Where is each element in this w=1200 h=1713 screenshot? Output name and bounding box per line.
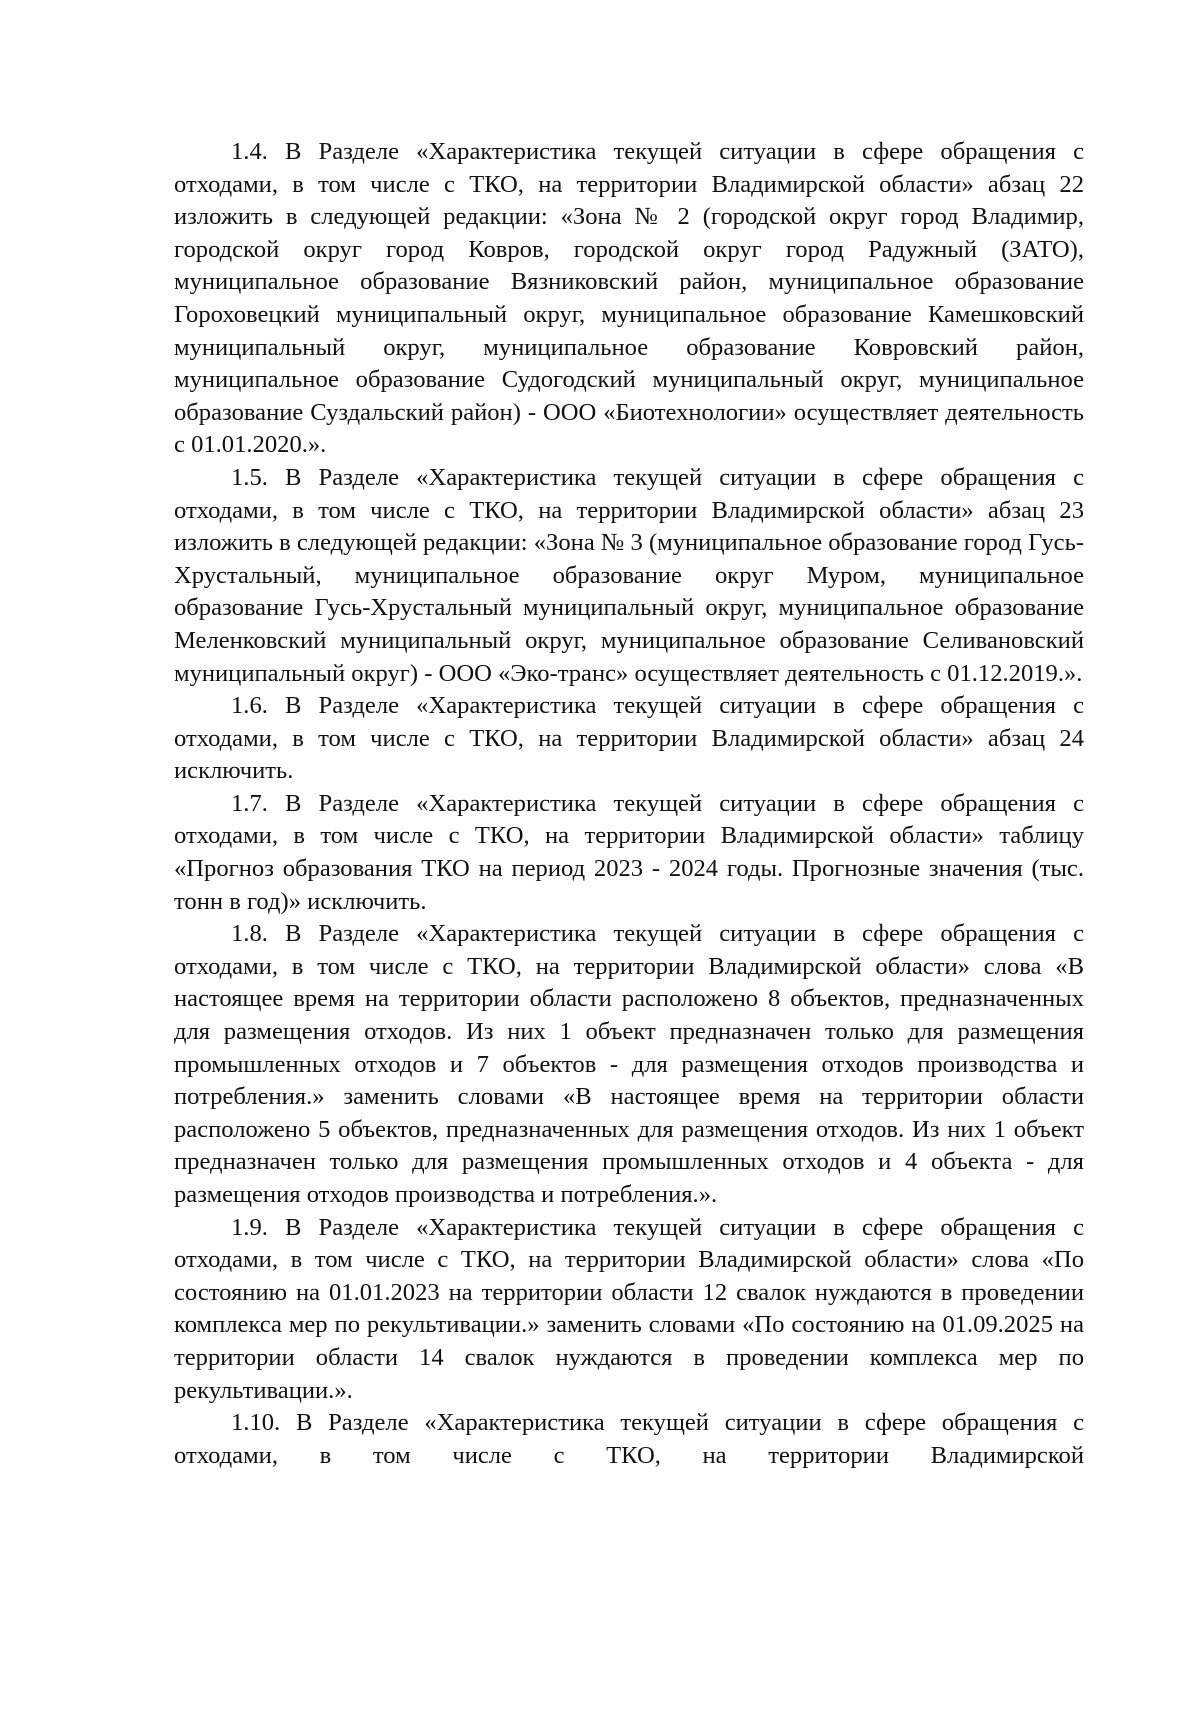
paragraph-1-4: 1.4. В Разделе «Характеристика текущей ситуации в сфере обращения с отходами, в том числе с ТКО, на территории Владимирской области» абзац 22 изложить в следующей редакции: «Зона № 2 (городской округ город Владимир, городской округ город Ковров, городской округ город Радужный (ЗАТО), муниципальное образование Вязниковский район, муниципальное образование Гороховецкий муниципальный округ, муниципальное образование Камешковский муниципальный округ, муниципальное образование Ковровский район, муниципальное образование Судогодский муниципальный округ, муниципальное образование Суздальский район) - ООО «Биотехнологии» осуществляет деятельность с 01.01.2020.». — [174, 138, 1084, 459]
paragraph-1-5: 1.5. В Разделе «Характеристика текущей ситуации в сфере обращения с отходами, в том числе с ТКО, на территории Владимирской области» абзац 23 изложить в следующей редакции: «Зона № 3 (муниципальное образование город Гусь-Хрустальный, муниципальное образование округ Муром, муниципальное образование Гусь-Хрустальный муниципальный округ, муниципальное образование Меленковский муниципальный округ, муниципальное образование Селивановский муниципальный округ) - ООО «Эко-транс» осуществляет деятельность с 01.12.2019.». — [174, 463, 1084, 687]
paragraph-1-6: 1.6. В Разделе «Характеристика текущей ситуации в сфере обращения с отходами, в том числе с ТКО, на территории Владимирской области» абзац 24 исключить. — [174, 692, 1084, 785]
paragraph-1-7: 1.7. В Разделе «Характеристика текущей ситуации в сфере обращения с отходами, в том числе с ТКО, на территории Владимирской области» таблицу «Прогноз образования ТКО на период 2023 - 2024 годы. Прогнозные значения (тыс. тонн в год)» исключить. — [174, 789, 1084, 915]
paragraph-1-9: 1.9. В Разделе «Характеристика текущей ситуации в сфере обращения с отходами, в том числе с ТКО, на территории Владимирской области» слова «По состоянию на 01.01.2023 на территории области 12 свалок нуждаются в проведении комплекса мер по рекультивации.» заменить словами «По состоянию на 01.09.2025 на территории области 14 свалок нуждаются в проведении комплекса мер по рекультивации.». — [174, 1213, 1084, 1404]
document-body — [174, 136, 1084, 1472]
paragraph-1-10: 1.10. В Разделе «Характеристика текущей ситуации в сфере обращения с отходами, в том числе с ТКО, на территории Владимирской — [174, 1409, 1084, 1469]
paragraph-1-8: 1.8. В Разделе «Характеристика текущей ситуации в сфере обращения с отходами, в том числе с ТКО, на территории Владимирской области» слова «В настоящее время на территории области расположено 8 объектов, предназначенных для размещения отходов. Из них 1 объект предназначен только для размещения промышленных отходов и 7 объектов - для размещения отходов производства и потребления.» заменить словами «В настоящее время на территории области расположено 5 объектов, предназначенных для размещения отходов. Из них 1 объект предназначен только для размещения промышленных отходов и 4 объекта - для размещения отходов производства и потребления.». — [174, 920, 1084, 1208]
